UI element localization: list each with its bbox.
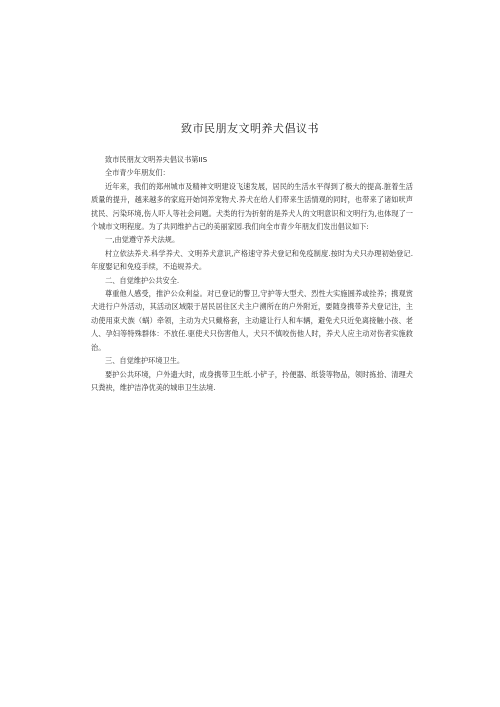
heading-section-2: 二、自觉维护公共安全. <box>105 275 180 285</box>
paragraph-intro: 近年来，我们的郑州城市及精神文明建设飞速发展，居民的生活水平得到了极大的提高.脏着生活质量的提升，越来越多的家庭开始饲养宠物犬.养犬在给人们带来生活情观的同时，也带来了诸如吠声扰民、污染环境,伤人吓人等社会问题。犬类的行为折射的是养犬人的文明意识和文明行为,也体现了一个城市文明程度。为了共同维护占己的美丽家园.我们向全市青少年朋友们发出倡议如下: <box>91 181 413 232</box>
document-title: 致市民朋友文明养犬倡议书 <box>181 122 319 135</box>
paragraph-salutation: 全市青少年朋友们： <box>105 168 170 178</box>
paragraph-section-1: 村立依法养犬.科学养犬、文明养犬意识,产格速守养犬登记和免疫制度.按时为犬只办理初始登记.年度娶记和免疫手续，不追规养犬。 <box>91 248 413 272</box>
heading-section-1: 一,由觉遵守养犬法规。 <box>105 235 180 245</box>
heading-section-3: 三、自觉维护环境卫生。 <box>105 356 185 366</box>
paragraph-subtitle: 致市民朋友文明养夫倡议书第IIS <box>105 155 208 164</box>
paragraph-section-2: 尊重他人感受，推沪公众利益。对已登记的警卫,守护等大型犬、烈性大实施圄养或拴养；携观赏犬进行户外活动，其活动区域限于居民居住区犬主户溯所在的户外附近，要随身携带养犬登记注，主动使用束犬族（蜗）牵领，主动为犬只戴格套，主动避让行人和车辆，避免犬只近免离接触小孩、老人、孕妇等特殊群体：不放任.驱使犬只伤害他人，犬只不慎咬伤他人时，养犬人应主动对伤者实施救治。 <box>91 289 413 352</box>
document-body <box>91 153 413 394</box>
paragraph-section-3: 要护公共环境，户外遗大时，成身携带卫生纸.小铲子，拎便器、纸袋等物品，领时拣拾、清理犬只粪袂，维护洁净优美的城串卫生法境. <box>91 369 413 392</box>
